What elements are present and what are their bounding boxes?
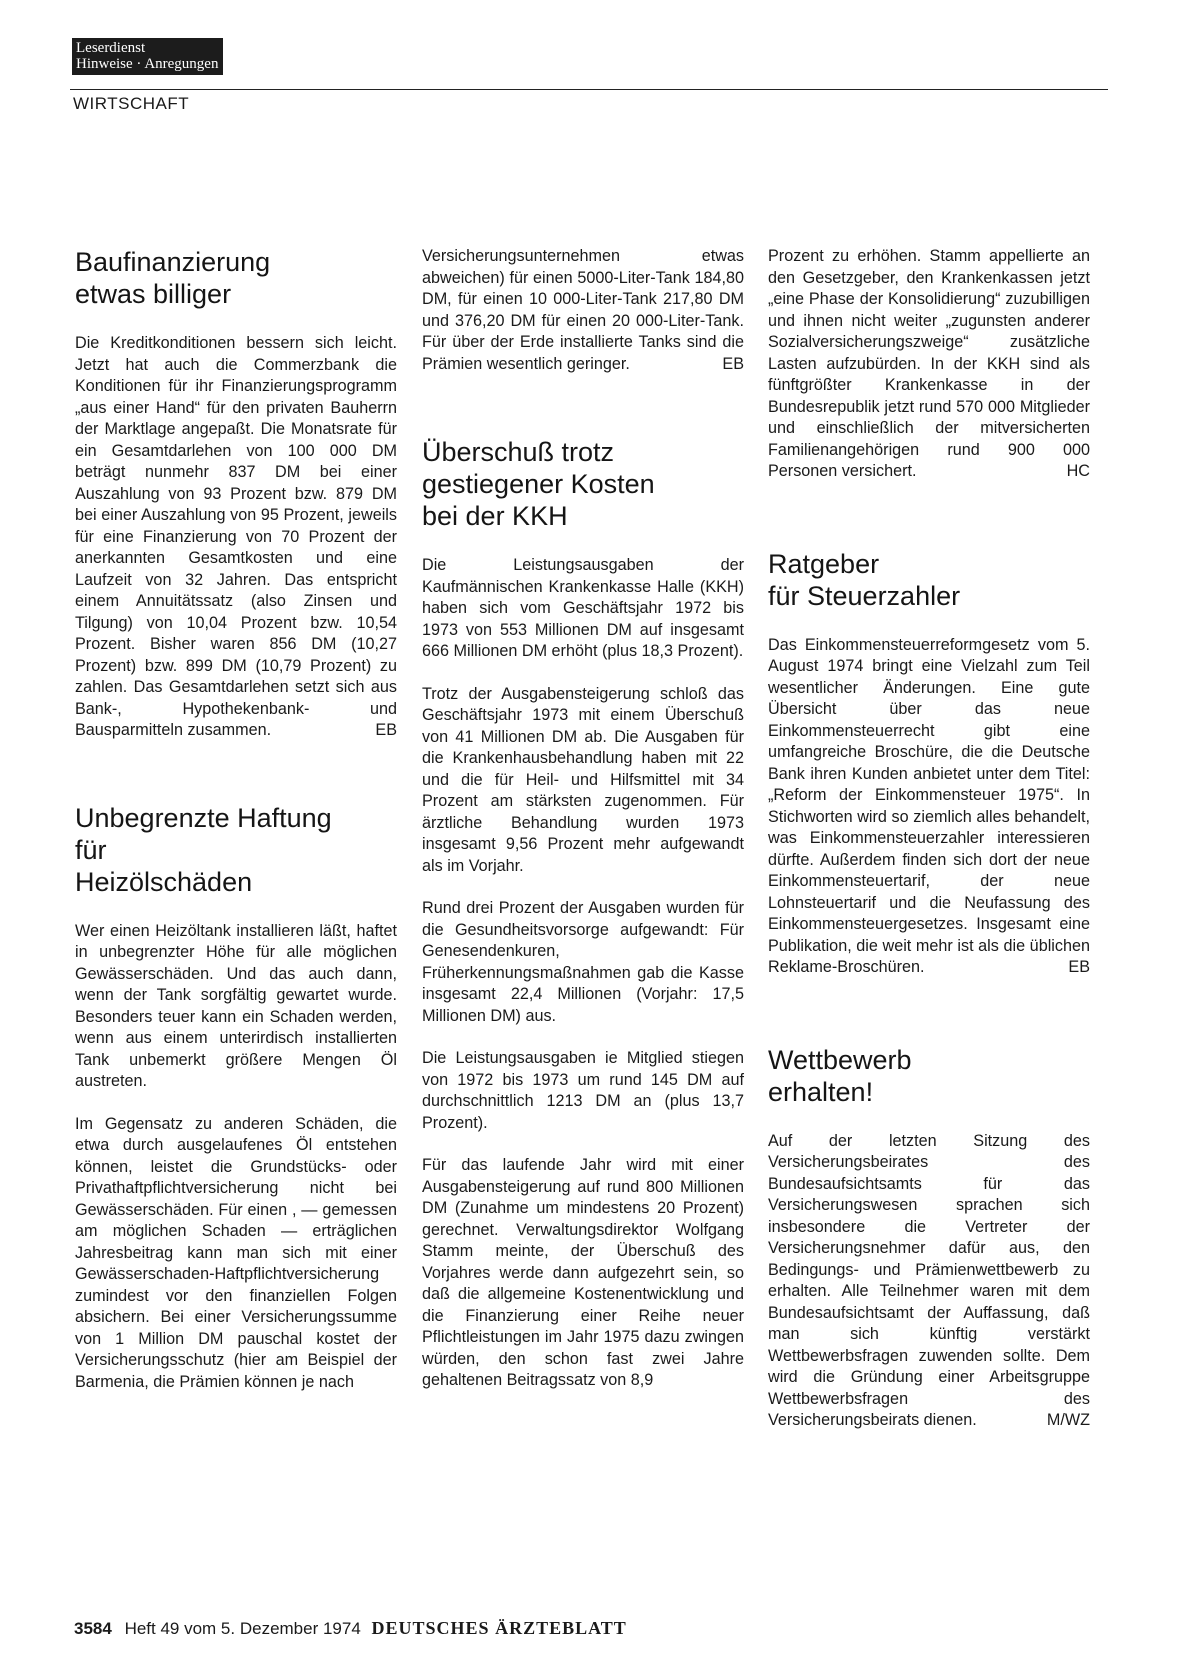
issue-info: Heft 49 vom 5. Dezember 1974 [124, 1619, 361, 1638]
column-3 [768, 246, 1090, 1453]
title-line: erhalten! [768, 1076, 874, 1107]
author-initials: M/WZ [1046, 1411, 1090, 1429]
paragraph: Im Gegensatz zu anderen Schäden, die etwa durch ausgelaufenes Öl entstehen können, leistet die Grundstücks- oder Privathaftpflichtversicherung nicht bei Gewässerschäden. Für einen , — gemessen am möglichen Schaden — erträglichen Jahresbeitrag kann man sich mit einer Gewässerschaden-Haftpflichtversicherung zumindest vor den finanziellen Folgen absichern. Bei einer Versicherungssumme von 1 Million DM pauschal kostet der Versicherungsschutz (hier am Beispiel der Barmenia, die Prämien können je nach [75, 1114, 397, 1391]
title-line: Ratgeber [768, 548, 880, 579]
column-1 [75, 246, 397, 1414]
page-footer [74, 1618, 627, 1639]
paragraph: Trotz der Ausgabensteigerung schloß das Geschäftsjahr 1973 mit einem Überschuß von 41 Millionen DM ab. Die Ausgaben für die Krankenhausbehandlung haben mit 22 und die für Heil- und Hilfsmittel mit 34 Prozent am stärksten zugenommen. Für ärztliche Behandlung wurden 1973 insgesamt 9,56 Prozent mehr aufgewandt als im Vorjahr. [422, 684, 744, 875]
paragraph: Wer einen Heizöltank installieren läßt, haftet in unbegrenzter Höhe für alle möglichen Gewässerschäden. Und das auch dann, wenn der Tank sorgfältig gewartet wurde. Besonders teuer kann ein Schaden werden, wenn aus einem unterirdisch installierten Tank unbemerkt größere Mengen Öl austreten. [75, 921, 397, 1090]
title-line: Heizölschäden [75, 866, 253, 897]
article-haftung [75, 802, 397, 1394]
journal-name: DEUTSCHES ÄRZTEBLATT [371, 1618, 627, 1638]
title-line: bei der KKH [422, 501, 568, 531]
paragraph: Rund drei Prozent der Ausgaben wurden für die Gesundheitsvorsorge aufgewandt: Für Genesendenkuren, Früherkennungsmaßnahmen gab die Kasse insgesamt 22,4 Millionen (Vorjahr: 17,5 Millionen DM) aus. [422, 899, 744, 1025]
paragraph: Das Einkommensteuerreformgesetz vom 5. August 1974 bringt eine Vielzahl zum Teil wesentlicher Änderungen. Eine gute Übersicht über das neue Einkommensteuerrecht gibt eine umfangreiche Broschüre, die die Deutsche Bank ihren Kunden anbietet unter dem Titel: „Reform der Einkommensteuer 1975“. In Stichworten wird so ziemlich alles behandelt, was Einkommensteuerzahler interessieren dürfte. Außerdem finden sich dort der neue Einkommensteuertarif, der neue Lohnsteuertarif und die Neufassung des Einkommensteuergesetzes. Insgesamt eine Publikation, die weit mehr ist als die üblichen Reklame-Broschüren. EB [768, 635, 1090, 979]
title-line: Baufinanzierung [75, 247, 271, 277]
article-ratgeber [768, 548, 1090, 979]
leserdienst-badge [72, 38, 223, 75]
paragraph: Die Leistungsausgaben der Kaufmännischen Krankenkasse Halle (KKH) haben sich vom Geschäftsjahr 1972 bis 1973 von 553 Millionen DM auf insgesamt 666 Millionen DM erhöht (plus 18,3 Prozent). [422, 556, 744, 660]
author-initials: EB [1068, 958, 1090, 976]
paragraph: Für das laufende Jahr wird mit einer Ausgabensteigerung auf rund 800 Millionen DM (Zunahme um mindestens 20 Prozent) gerechnet. Verwaltungsdirektor Wolfgang Stamm meinte, der Überschuß des Vorjahres werde dann aufgezehrt sein, so daß die allgemeine Kostenentwicklung und die Finanzierung einer Reihe neuer Pflichtleistungen im Jahr 1975 dazu zwingen würden, den schon fast zwei Jahre gehaltenen Beitragssatz von 8,9 [422, 1156, 744, 1389]
title-line: Überschuß trotz [422, 437, 615, 467]
article-kkh [422, 436, 744, 1392]
article-wettbewerb [768, 1044, 1090, 1432]
article-title [768, 1044, 1090, 1108]
article-baufinanzierung [75, 246, 397, 742]
article-title [75, 246, 397, 310]
badge-line-1: Leserdienst [76, 40, 146, 56]
page-number: 3584 [74, 1619, 112, 1638]
article-title [422, 436, 744, 532]
article-title [75, 802, 397, 898]
paragraph: Auf der letzten Sitzung des Versicherungsbeirates des Bundesaufsichtsamts für das Versicherungswesen sprachen sich insbesondere die Vertreter der Versicherungsnehmer dafür aus, den Bedingungs- und Prämienwettbewerb zu erhalten. Alle Teilnehmer waren mit dem Bundesaufsichtsamt der Auffassung, daß man sich künftig verstärkt Wettbewerbsfragen zuwenden sollte. Dem wird die Gründung einer Arbeitsgruppe Wettbewerbsfragen des Versicherungsbeirats dienen. M/WZ [768, 1131, 1090, 1432]
title-line: für Steuerzahler [768, 580, 961, 611]
badge-line-2: Hinweise · Anregungen [76, 56, 219, 72]
author-initials: EB [375, 721, 397, 739]
title-line: gestiegener Kosten [422, 469, 655, 499]
paragraph-continued: Versicherungsunternehmen etwas abweichen) für einen 5000-Liter-Tank 184,80 DM, für einen 10 000-Liter-Tank 217,80 DM und 376,20 DM für einen 20 000-Liter-Tank. Für über der Erde installierte Tanks sind die Prämien wesentlich geringer. EB [422, 246, 744, 375]
title-line: etwas billiger [75, 279, 232, 309]
header-rule [70, 89, 1108, 90]
author-initials: EB [722, 354, 744, 373]
paragraph: Die Kreditkonditionen bessern sich leicht. Jetzt hat auch die Commerzbank die Konditionen für ihr Finanzierungsprogramm „aus einer Hand“ für den privaten Bauherrn der Marktlage angepaßt. Die Monatsrate für ein Gesamtdarlehen von 100 000 DM beträgt nunmehr 837 DM bei einer Auszahlung von 93 Prozent bzw. 879 DM bei einer Auszahlung von 95 Prozent, jeweils für eine Finanzierung von 70 Prozent der anerkannten Gesamtkosten und eine Laufzeit von 32 Jahren. Das entspricht einem Annuitätssatz (also Zinsen und Tilgung) von 10,04 Prozent bzw. 10,54 Prozent. Bisher waren 856 DM (10,27 Prozent) bzw. 899 DM (10,79 Prozent) zu zahlen. Das Gesamtdarlehen setzt sich aus Bank-, Hypothekenbank- und Bausparmitteln zusammen. EB [75, 333, 397, 742]
title-line: Unbegrenzte Haftung [75, 802, 332, 833]
author-initials: HC [1066, 462, 1090, 480]
section-label: WIRTSCHAFT [73, 94, 190, 113]
paragraph: Die Leistungsausgaben ie Mitglied stiegen von 1972 bis 1973 um rund 145 DM auf durchschnittlich 1213 DM an (plus 13,7 Prozent). [422, 1049, 744, 1132]
title-line: Wettbewerb [768, 1044, 912, 1075]
article-title [768, 548, 1090, 612]
paragraph-continued: Prozent zu erhöhen. Stamm appellierte an den Gesetzgeber, den Krankenkassen jetzt „eine Phase der Konsolidierung“ zuzubilligen und ihnen nicht weiter „zugunsten anderer Sozialversicherungszweige“ zusätzliche Lasten aufzubürden. In der KKH sind als fünftgrößter Krankenkasse in der Bundesrepublik jetzt rund 570 000 Mitglieder und einschließlich der mitversicherten Familienangehörigen rund 900 000 Personen versichert. HC [768, 246, 1090, 483]
title-line: für [75, 834, 107, 865]
column-2 [422, 246, 744, 1413]
